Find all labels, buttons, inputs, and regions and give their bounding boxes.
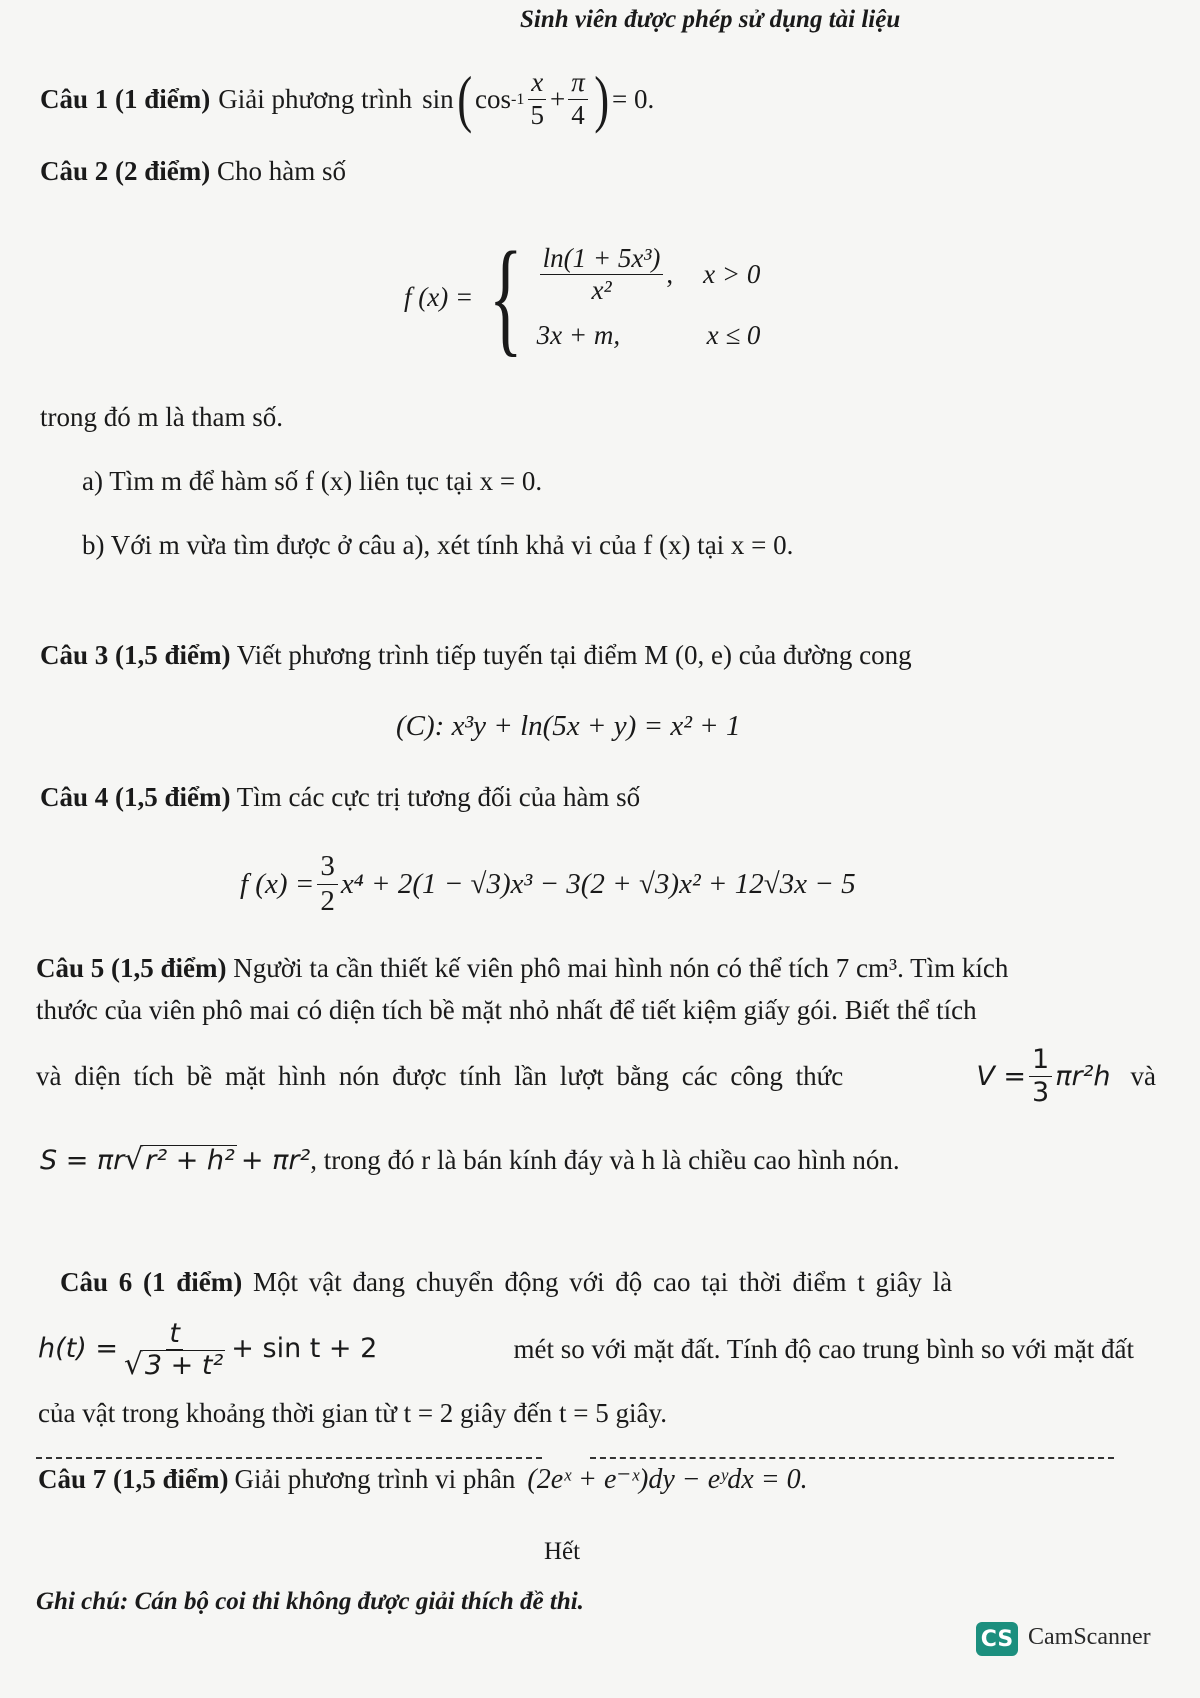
q2-piecewise: f (x) = { $\frac{\text{ln(1 + 5x³)}}{\text{x²}}$ , x > 0 3x + m, x ≤ 0 <box>404 226 761 368</box>
q2-part-a: a) Tìm m để hàm số f (x) liên tục tại x = 0. <box>82 466 543 496</box>
camscanner-logo-icon: CS <box>976 1622 1018 1656</box>
q7-equation: (2eˣ + e⁻ˣ)dy − eʸdx = 0. <box>527 1464 808 1495</box>
question-2 <box>40 156 346 187</box>
question-5-line-2: thước của viên phô mai có diện tích bề mặt nhỏ nhất để tiết kiệm giấy gói. Biết thể tích <box>36 995 977 1025</box>
divider-left <box>36 1457 542 1459</box>
q3-label: Câu 3 (1,5 điểm) <box>40 640 231 670</box>
question-6-line-1: Câu 6 (1 điểm) Một vật đang chuyển động với độ cao tại thời điểm t giây là <box>60 1267 953 1297</box>
question-6-line-2: h(t) = t √ 3 + t² + sin t + 2 mét so với mặt đất. Tính độ cao trung bình so với mặt đất <box>38 1317 1134 1382</box>
divider-right <box>590 1457 1114 1459</box>
question-5-line-1: Câu 5 (1,5 điểm) Người ta cần thiết kế viên phô mai hình nón có thể tích 7 cm³. Tìm kích <box>36 953 1009 983</box>
q2-label: Câu 2 (2 điểm) <box>40 156 211 186</box>
q1-text: Giải phương trình <box>218 83 413 114</box>
q3-text: Viết phương trình tiếp tuyến tại điểm M (0, e) của đường cong <box>236 640 912 670</box>
q2-part-b: b) Với m vừa tìm được ở câu a), xét tính khả vi của f (x) tại x = 0. <box>82 530 794 560</box>
header-note: Sinh viên được phép sử dụng tài liệu <box>520 6 901 33</box>
q1-equation: sin ( cos -1 $\frac{x}{5}$ + $\frac{\pi}{4}$ ) = 0 . <box>422 63 655 134</box>
q4-label: Câu 4 (1,5 điểm) <box>40 782 231 812</box>
q1-label: Câu 1 (1 điểm) <box>40 83 211 114</box>
q7-label: Câu 7 (1,5 điểm) <box>38 1463 229 1494</box>
q4-equation: f (x) = $\frac{3}{2}$ x⁴ + 2(1 − √3)x³ − 3(2 + √3)x² + 12√3x − 5 <box>240 850 856 917</box>
question-5-line-4: S = πr √ r² + h² + πr² , trong đó r là bán kính đáy và h là chiều cao hình nón. <box>40 1141 900 1177</box>
q6-label: Câu 6 (1 điểm) <box>60 1267 243 1297</box>
question-7: Câu 7 (1,5 điểm) Giải phương trình vi phân (2eˣ + e⁻ˣ)dy − eʸdx = 0. <box>38 1463 808 1495</box>
question-5-line-3: và diện tích bề mặt hình nón được tính lần lượt bằng các công thức V = $\frac{1}{3}$ πr²h và <box>36 1044 1156 1108</box>
end-marker: Hết <box>544 1538 581 1565</box>
question-4 <box>40 782 640 813</box>
question-3 <box>40 640 912 671</box>
question-6-line-3: của vật trong khoảng thời gian từ t = 2 giây đến t = 5 giây. <box>38 1398 667 1428</box>
camscanner-label: CamScanner <box>1028 1624 1151 1650</box>
q3-equation: (C): x³y + ln(5x + y) = x² + 1 <box>396 710 741 742</box>
footer-note: Ghi chú: Cán bộ coi thi không được giải thích đề thi. <box>36 1588 584 1615</box>
q4-text: Tìm các cực trị tương đối của hàm số <box>236 782 641 812</box>
question-1 <box>40 64 654 134</box>
q2-where: trong đó m là tham số. <box>40 402 283 432</box>
q2-text: Cho hàm số <box>217 156 347 186</box>
q5-label: Câu 5 (1,5 điểm) <box>36 953 227 983</box>
